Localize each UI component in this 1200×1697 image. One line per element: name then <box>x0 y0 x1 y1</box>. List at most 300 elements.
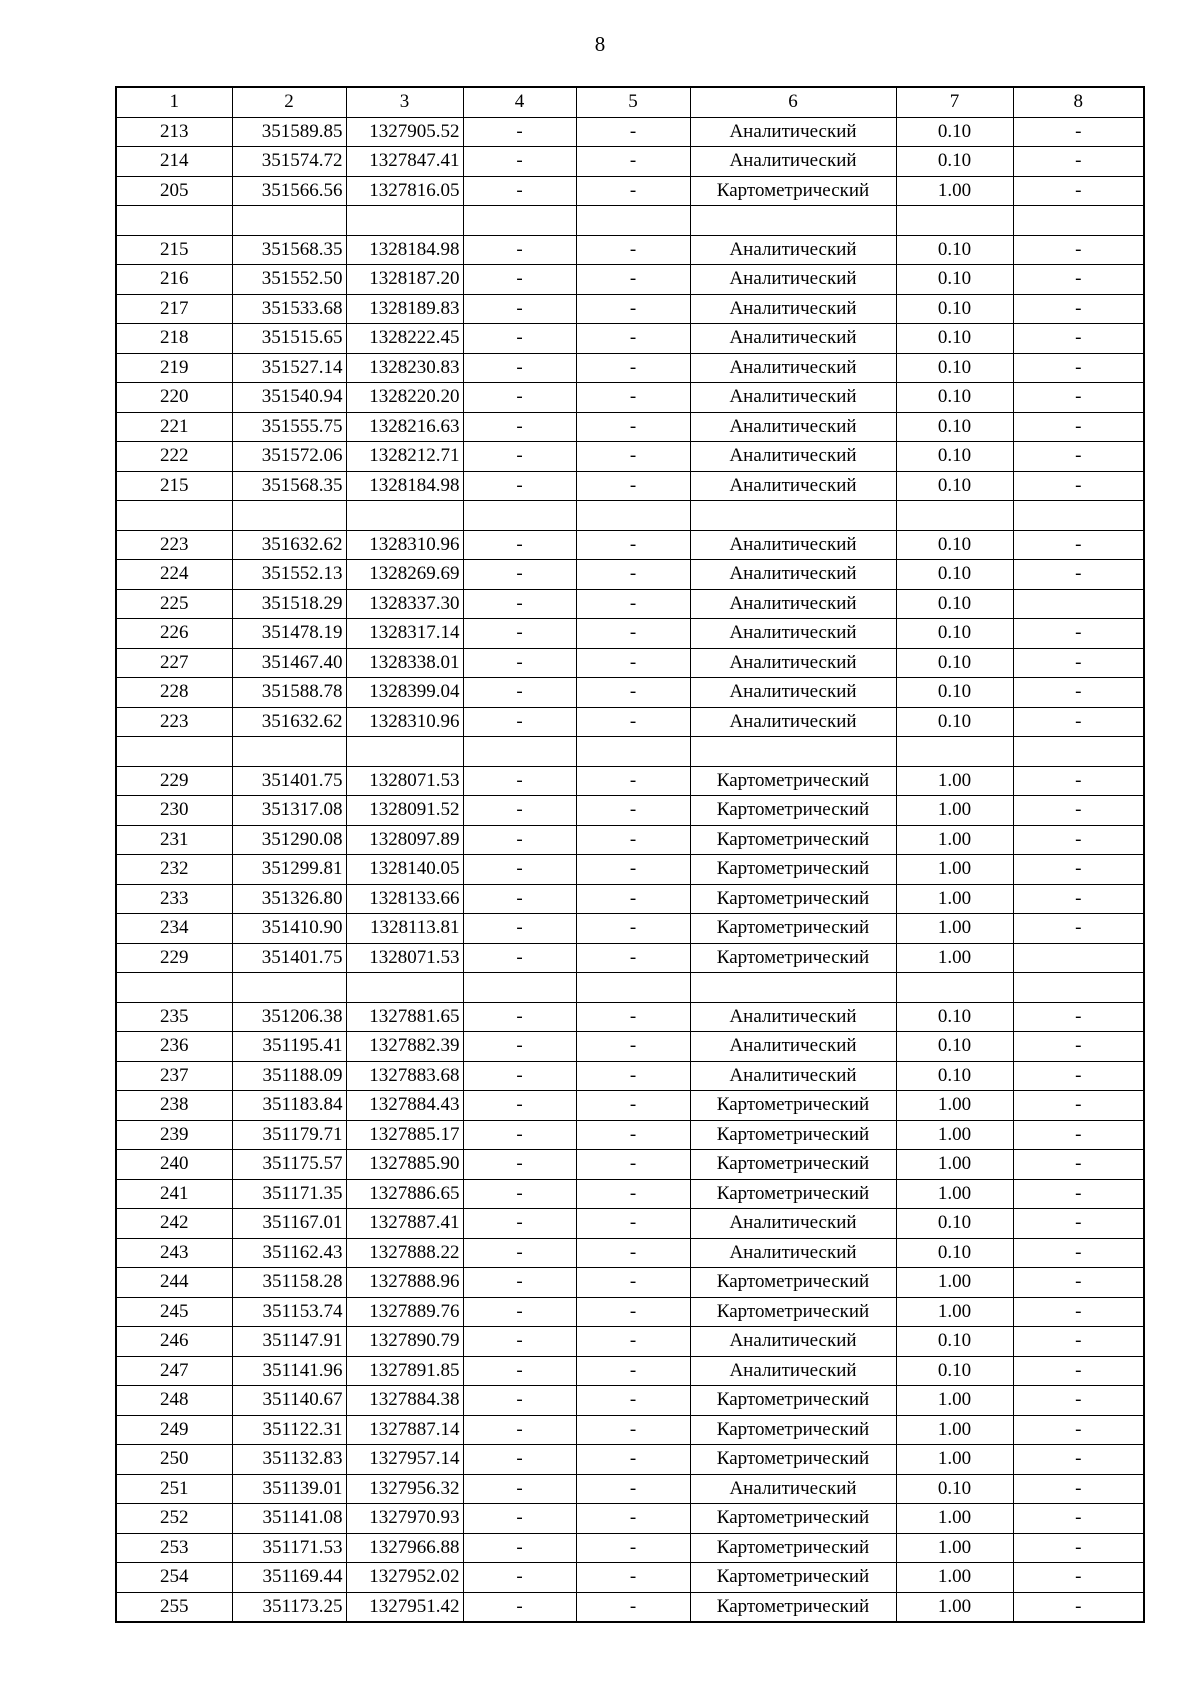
table-cell: - <box>1013 1563 1144 1593</box>
table-cell: Картометрический <box>690 914 896 944</box>
table-cell: - <box>463 1238 576 1268</box>
table-cell: 351518.29 <box>232 589 346 619</box>
table-cell: Аналитический <box>690 619 896 649</box>
table-cell: 1.00 <box>896 1504 1013 1534</box>
table-cell <box>690 206 896 236</box>
table-cell: 1327956.32 <box>346 1474 463 1504</box>
table-cell: - <box>1013 1386 1144 1416</box>
table-cell <box>896 501 1013 531</box>
table-cell: Аналитический <box>690 442 896 472</box>
table-cell <box>576 206 690 236</box>
table-cell: Картометрический <box>690 1592 896 1622</box>
table-cell: 0.10 <box>896 442 1013 472</box>
table-cell: 1327885.17 <box>346 1120 463 1150</box>
table-cell: - <box>576 176 690 206</box>
table-cell: 351317.08 <box>232 796 346 826</box>
table-cell: 351141.96 <box>232 1356 346 1386</box>
table-cell: Картометрический <box>690 1091 896 1121</box>
table-cell: 222 <box>116 442 232 472</box>
table-cell: 1.00 <box>896 1268 1013 1298</box>
table-cell: 351515.65 <box>232 324 346 354</box>
table-cell: 0.10 <box>896 235 1013 265</box>
table-cell: Картометрический <box>690 1504 896 1534</box>
table-cell: 254 <box>116 1563 232 1593</box>
table-cell: 1327888.22 <box>346 1238 463 1268</box>
table-row <box>116 766 1144 796</box>
table-row <box>116 560 1144 590</box>
table-cell: - <box>1013 796 1144 826</box>
table-cell <box>576 737 690 767</box>
table-cell: - <box>463 678 576 708</box>
table-cell: 0.10 <box>896 1238 1013 1268</box>
table-cell: 1327882.39 <box>346 1032 463 1062</box>
table-cell: 244 <box>116 1268 232 1298</box>
table-cell: 351122.31 <box>232 1415 346 1445</box>
table-cell: Аналитический <box>690 265 896 295</box>
table-cell: 205 <box>116 176 232 206</box>
table-cell: - <box>1013 1150 1144 1180</box>
table-cell: Аналитический <box>690 560 896 590</box>
table-row <box>116 1474 1144 1504</box>
table-cell: - <box>1013 1327 1144 1357</box>
table-cell: - <box>463 648 576 678</box>
table-cell: 239 <box>116 1120 232 1150</box>
table-cell: - <box>1013 619 1144 649</box>
table-cell: - <box>463 117 576 147</box>
table-cell: Картометрический <box>690 1297 896 1327</box>
table-row <box>116 943 1144 973</box>
table-cell: 1.00 <box>896 1179 1013 1209</box>
table-cell: 1.00 <box>896 1415 1013 1445</box>
table-cell <box>463 501 576 531</box>
table-cell: 0.10 <box>896 1209 1013 1239</box>
table-cell: Картометрический <box>690 1268 896 1298</box>
table-cell: 216 <box>116 265 232 295</box>
table-cell: Аналитический <box>690 353 896 383</box>
table-cell: 351162.43 <box>232 1238 346 1268</box>
table-cell: 351167.01 <box>232 1209 346 1239</box>
table-cell: 221 <box>116 412 232 442</box>
table-cell: 224 <box>116 560 232 590</box>
table-cell: 217 <box>116 294 232 324</box>
table-cell: 351132.83 <box>232 1445 346 1475</box>
table-cell: - <box>576 1297 690 1327</box>
table-cell: Картометрический <box>690 796 896 826</box>
table-cell: - <box>1013 855 1144 885</box>
table-row <box>116 678 1144 708</box>
table-cell: - <box>463 530 576 560</box>
table-cell: - <box>576 383 690 413</box>
table-cell: - <box>463 1474 576 1504</box>
table-cell: 249 <box>116 1415 232 1445</box>
table-cell <box>1013 589 1144 619</box>
table-cell: 1327889.76 <box>346 1297 463 1327</box>
table-cell: 240 <box>116 1150 232 1180</box>
table-cell: Картометрический <box>690 1563 896 1593</box>
table-cell: 1.00 <box>896 914 1013 944</box>
table-cell: Картометрический <box>690 825 896 855</box>
table-cell: - <box>1013 1297 1144 1327</box>
table-cell: - <box>463 1504 576 1534</box>
table-cell <box>690 973 896 1003</box>
table-spacer-row <box>116 973 1144 1003</box>
table-cell: Аналитический <box>690 589 896 619</box>
table-cell: - <box>463 1356 576 1386</box>
table-cell: 1328133.66 <box>346 884 463 914</box>
page-number: 8 <box>594 32 606 56</box>
table-cell: - <box>1013 678 1144 708</box>
table-cell: - <box>1013 1209 1144 1239</box>
table-cell: 252 <box>116 1504 232 1534</box>
table-cell: 0.10 <box>896 412 1013 442</box>
table-cell: 214 <box>116 147 232 177</box>
table-row <box>116 589 1144 619</box>
table-cell: - <box>576 442 690 472</box>
table-cell: Картометрический <box>690 176 896 206</box>
table-cell: 1327890.79 <box>346 1327 463 1357</box>
table-cell: 351183.84 <box>232 1091 346 1121</box>
table-cell: - <box>463 1209 576 1239</box>
table-cell: - <box>576 1533 690 1563</box>
table-cell: - <box>576 1002 690 1032</box>
table-cell <box>463 973 576 1003</box>
table-cell: 236 <box>116 1032 232 1062</box>
table-cell <box>1013 737 1144 767</box>
table-cell: - <box>1013 1268 1144 1298</box>
table-cell: - <box>576 855 690 885</box>
table-cell: - <box>576 943 690 973</box>
table-cell: Аналитический <box>690 383 896 413</box>
table-cell: 243 <box>116 1238 232 1268</box>
table-cell: Картометрический <box>690 1386 896 1416</box>
table-cell: - <box>463 914 576 944</box>
table-cell: - <box>576 1592 690 1622</box>
table-spacer-row <box>116 501 1144 531</box>
table-cell: 351171.35 <box>232 1179 346 1209</box>
table-cell: - <box>576 914 690 944</box>
table-cell: 351588.78 <box>232 678 346 708</box>
table-row <box>116 1327 1144 1357</box>
table-cell: - <box>576 1238 690 1268</box>
table-cell: 1328071.53 <box>346 943 463 973</box>
table-cell: 215 <box>116 235 232 265</box>
table-cell: - <box>1013 914 1144 944</box>
table-cell: - <box>463 796 576 826</box>
table-cell: 351158.28 <box>232 1268 346 1298</box>
table-cell: - <box>1013 1238 1144 1268</box>
table-cell: 229 <box>116 943 232 973</box>
table-cell: Аналитический <box>690 1032 896 1062</box>
table-cell <box>232 737 346 767</box>
table-cell: 230 <box>116 796 232 826</box>
table-cell: - <box>463 471 576 501</box>
table-cell: - <box>1013 471 1144 501</box>
table-cell: - <box>463 1032 576 1062</box>
table-cell: - <box>576 766 690 796</box>
table-cell: 1.00 <box>896 1297 1013 1327</box>
table-cell: 0.10 <box>896 1032 1013 1062</box>
table-cell: 1.00 <box>896 1563 1013 1593</box>
table-row <box>116 707 1144 737</box>
table-cell <box>896 973 1013 1003</box>
table-cell: 246 <box>116 1327 232 1357</box>
table-cell: Аналитический <box>690 1327 896 1357</box>
table-cell: - <box>576 353 690 383</box>
table-cell: 351206.38 <box>232 1002 346 1032</box>
table-cell <box>463 737 576 767</box>
table-cell: 1.00 <box>896 176 1013 206</box>
table-cell <box>1013 206 1144 236</box>
table-cell: 351552.50 <box>232 265 346 295</box>
table-cell: - <box>1013 442 1144 472</box>
table-cell: 1.00 <box>896 1592 1013 1622</box>
table-cell: Аналитический <box>690 1474 896 1504</box>
table-cell <box>1013 501 1144 531</box>
table-cell: 235 <box>116 1002 232 1032</box>
table-cell: 1328338.01 <box>346 648 463 678</box>
table-cell: 1328187.20 <box>346 265 463 295</box>
table-cell: 223 <box>116 530 232 560</box>
table-cell: - <box>576 1268 690 1298</box>
table-cell: 351401.75 <box>232 943 346 973</box>
table-cell: 351171.53 <box>232 1533 346 1563</box>
table-cell: - <box>576 471 690 501</box>
table-cell <box>690 737 896 767</box>
table-cell: 351153.74 <box>232 1297 346 1327</box>
table-cell: - <box>1013 1474 1144 1504</box>
table-cell: 351290.08 <box>232 825 346 855</box>
table-cell: 226 <box>116 619 232 649</box>
table-spacer-row <box>116 206 1144 236</box>
table-cell: - <box>576 796 690 826</box>
table-cell: - <box>463 1415 576 1445</box>
table-cell: - <box>463 1563 576 1593</box>
table-cell: 248 <box>116 1386 232 1416</box>
table-cell: - <box>463 855 576 885</box>
table-row <box>116 383 1144 413</box>
table-cell: 0.10 <box>896 147 1013 177</box>
table-cell: 0.10 <box>896 471 1013 501</box>
table-cell <box>346 737 463 767</box>
table-cell: - <box>463 265 576 295</box>
table-cell: 351173.25 <box>232 1592 346 1622</box>
table-cell: - <box>1013 324 1144 354</box>
column-header: 8 <box>1013 87 1144 117</box>
table-row <box>116 1091 1144 1121</box>
table-cell: 247 <box>116 1356 232 1386</box>
table-cell <box>232 501 346 531</box>
table-cell: 228 <box>116 678 232 708</box>
table-cell: - <box>1013 353 1144 383</box>
table-cell: 213 <box>116 117 232 147</box>
table-cell: 1.00 <box>896 884 1013 914</box>
table-row <box>116 1002 1144 1032</box>
table-cell <box>346 973 463 1003</box>
table-cell: 351139.01 <box>232 1474 346 1504</box>
table-cell: Аналитический <box>690 324 896 354</box>
table-cell: 1328216.63 <box>346 412 463 442</box>
table-cell: 1.00 <box>896 1120 1013 1150</box>
table-cell: 1327952.02 <box>346 1563 463 1593</box>
table-cell: Картометрический <box>690 766 896 796</box>
table-cell: 1328230.83 <box>346 353 463 383</box>
table-cell <box>690 501 896 531</box>
table-row <box>116 324 1144 354</box>
table-cell: 0.10 <box>896 678 1013 708</box>
table-cell: 0.10 <box>896 1061 1013 1091</box>
table-cell: - <box>576 1150 690 1180</box>
table-cell: - <box>463 176 576 206</box>
table-cell: 1328184.98 <box>346 471 463 501</box>
table-cell: 351552.13 <box>232 560 346 590</box>
table-cell: Аналитический <box>690 1061 896 1091</box>
table-cell: 0.10 <box>896 589 1013 619</box>
table-cell: 1328113.81 <box>346 914 463 944</box>
table-cell: 255 <box>116 1592 232 1622</box>
table-row <box>116 619 1144 649</box>
table-cell: - <box>463 560 576 590</box>
table-cell: Аналитический <box>690 147 896 177</box>
table-cell: 351568.35 <box>232 471 346 501</box>
table-cell: - <box>463 353 576 383</box>
table-cell: 223 <box>116 707 232 737</box>
table-cell: 218 <box>116 324 232 354</box>
table-cell: - <box>463 294 576 324</box>
table-cell: 231 <box>116 825 232 855</box>
table-row <box>116 884 1144 914</box>
table-cell: 251 <box>116 1474 232 1504</box>
table-cell: 1328189.83 <box>346 294 463 324</box>
table-cell: Картометрический <box>690 855 896 885</box>
table-cell: 219 <box>116 353 232 383</box>
table-cell: 1327886.65 <box>346 1179 463 1209</box>
table-cell: 1328399.04 <box>346 678 463 708</box>
table-cell: 0.10 <box>896 383 1013 413</box>
table-cell: 351410.90 <box>232 914 346 944</box>
table-cell: 351566.56 <box>232 176 346 206</box>
table-cell: 227 <box>116 648 232 678</box>
table-cell: - <box>463 1061 576 1091</box>
table-row <box>116 176 1144 206</box>
table-cell: 1327957.14 <box>346 1445 463 1475</box>
table-cell: - <box>463 383 576 413</box>
table-cell: 351299.81 <box>232 855 346 885</box>
table-cell: Аналитический <box>690 648 896 678</box>
table-cell: - <box>463 1150 576 1180</box>
table-cell: 229 <box>116 766 232 796</box>
table-cell: Аналитический <box>690 707 896 737</box>
table-cell: - <box>576 530 690 560</box>
table-cell: 1328097.89 <box>346 825 463 855</box>
table-cell: - <box>576 265 690 295</box>
table-cell <box>1013 973 1144 1003</box>
table-cell: - <box>576 1386 690 1416</box>
table-cell: - <box>1013 560 1144 590</box>
table-cell: 245 <box>116 1297 232 1327</box>
table-row <box>116 442 1144 472</box>
table-cell: 1327885.90 <box>346 1150 463 1180</box>
table-row <box>116 1209 1144 1239</box>
table-row <box>116 530 1144 560</box>
table-cell: - <box>463 1002 576 1032</box>
table-cell: - <box>576 1032 690 1062</box>
table-cell: - <box>576 1120 690 1150</box>
table-cell: 242 <box>116 1209 232 1239</box>
table-cell: 1328071.53 <box>346 766 463 796</box>
table-cell: - <box>576 560 690 590</box>
table-cell: - <box>576 1474 690 1504</box>
table-cell: 1.00 <box>896 766 1013 796</box>
table-cell: - <box>1013 1356 1144 1386</box>
column-header: 2 <box>232 87 346 117</box>
table-cell: 1328184.98 <box>346 235 463 265</box>
table-cell: 1328310.96 <box>346 707 463 737</box>
table-cell: - <box>1013 648 1144 678</box>
table-row <box>116 796 1144 826</box>
table-cell: - <box>463 412 576 442</box>
table-cell: 215 <box>116 471 232 501</box>
table-cell: 241 <box>116 1179 232 1209</box>
table-cell: - <box>463 619 576 649</box>
table-row <box>116 353 1144 383</box>
table-cell: 1.00 <box>896 1091 1013 1121</box>
table-cell: Аналитический <box>690 294 896 324</box>
table-row <box>116 471 1144 501</box>
table-cell: 220 <box>116 383 232 413</box>
table-cell: Картометрический <box>690 1179 896 1209</box>
table-cell: - <box>463 1091 576 1121</box>
table-cell: - <box>1013 176 1144 206</box>
table-cell: - <box>463 1268 576 1298</box>
table-cell: 351175.57 <box>232 1150 346 1180</box>
table-cell: 1327970.93 <box>346 1504 463 1534</box>
table-cell: - <box>463 1445 576 1475</box>
table-cell: 351140.67 <box>232 1386 346 1416</box>
table-cell: 351195.41 <box>232 1032 346 1062</box>
table-cell: - <box>463 1533 576 1563</box>
table-cell <box>116 737 232 767</box>
table-cell: 1327887.14 <box>346 1415 463 1445</box>
table-cell: 351589.85 <box>232 117 346 147</box>
table-cell: 351147.91 <box>232 1327 346 1357</box>
table-cell: - <box>1013 1120 1144 1150</box>
table-cell: - <box>463 442 576 472</box>
table-cell: 351467.40 <box>232 648 346 678</box>
table-cell: - <box>1013 235 1144 265</box>
table-cell: 0.10 <box>896 294 1013 324</box>
table-cell: - <box>576 1445 690 1475</box>
table-cell: - <box>576 1179 690 1209</box>
table-cell: - <box>576 117 690 147</box>
table-cell: 1.00 <box>896 855 1013 885</box>
table-cell: 0.10 <box>896 530 1013 560</box>
table-cell: Аналитический <box>690 1356 896 1386</box>
table-row <box>116 1297 1144 1327</box>
table-header-row <box>116 87 1144 117</box>
table-row <box>116 1032 1144 1062</box>
table-cell: - <box>576 1415 690 1445</box>
table-cell: - <box>576 1209 690 1239</box>
table-cell: 351632.62 <box>232 707 346 737</box>
table-cell: 0.10 <box>896 648 1013 678</box>
table-row <box>116 1445 1144 1475</box>
table-cell: 1.00 <box>896 825 1013 855</box>
table-row <box>116 117 1144 147</box>
table-row <box>116 825 1144 855</box>
table-cell: - <box>1013 1032 1144 1062</box>
table-cell: 1327884.43 <box>346 1091 463 1121</box>
table-cell: Аналитический <box>690 471 896 501</box>
